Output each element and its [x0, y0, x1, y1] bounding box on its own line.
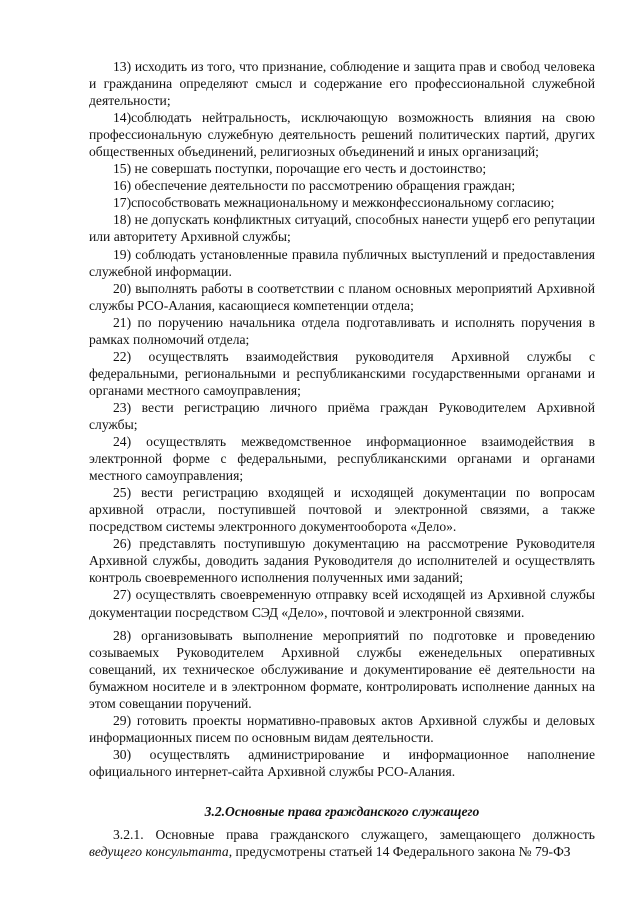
list-item-16: 16) обеспечение деятельности по рассмотрению обращения граждан;: [113, 178, 516, 194]
list-item-19: 19) соблюдать установленные правила публичных выступлений и предоставления служебной информации.: [89, 246, 595, 279]
list-item-23: 23) вести регистрацию личного приёма граждан Руководителем Архивной службы;: [89, 399, 595, 432]
subsection-paragraph: [89, 826, 595, 860]
list-item-27: 27) осуществлять своевременную отправку всей исходящей из Архивной службы документации посредством СЭД «Дело», почтовой и электронной связями.: [89, 587, 595, 620]
document-body: [89, 58, 595, 860]
section-title: 3.2.Основные права гражданского служащего: [204, 803, 480, 819]
list-item-20: 20) выполнять работы в соответствии с планом основных мероприятий Архивной службы РСО-Алания, касающиеся компетенции отдела;: [89, 280, 595, 313]
list-item-30: 30) осуществлять администрирование и информационное наполнение официального интернет-сайта Архивной службы РСО-Алания.: [89, 746, 595, 779]
list-item-25: 25) вести регистрацию входящей и исходящей документации по вопросам архивной отрасли, поступившей почтовой и электронной связями, а также посредством системы электронного документооборота «Дело».: [89, 485, 595, 535]
list-item-22: 22) осуществлять взаимодействия руководителя Архивной службы с федеральными, региональными и республиканскими государственными органами и органами местного самоуправления;: [89, 348, 595, 398]
list-item-21: 21) по поручению начальника отдела подготавливать и исполнять поручения в рамках полномочий отдела;: [89, 314, 595, 347]
list-item-15: 15) не совершать поступки, порочащие его честь и достоинство;: [113, 161, 487, 177]
subsection-suffix: , предусмотрены статьей 14 Федерального закона № 79-ФЗ: [228, 844, 571, 860]
list-item-17: 17)способствовать межнациональному и межконфессиональному согласию;: [113, 195, 555, 211]
list-item-13: 13) исходить из того, что признание, соблюдение и защита прав и свобод человека и гражданина определяют смысл и содержание его профессиональной служебной деятельности;: [89, 59, 595, 109]
list-item-29: 29) готовить проекты нормативно-правовых актов Архивной службы и деловых информационных писем по основным видам деятельности.: [89, 712, 595, 745]
list-item-28: 28) организовывать выполнение мероприятий по подготовке и проведению созываемых Руководителем Архивной службы еженедельных оперативных совещаний, их техническое обслуживание и документирование её деятельности на бумажном носителе и в электронном формате, контролировать исполнение данных на этом совещании поручений.: [89, 627, 595, 711]
list-item-24: 24) осуществлять межведомственное информационное взаимодействия в электронной форме с федеральными, республиканскими органами и органами местного самоуправления;: [89, 434, 595, 484]
list-item-14: 14)соблюдать нейтральность, исключающую возможность влияния на свою профессиональную служебную деятельность решений политических партий, других общественных объединений, религиозных объединений и иных организаций;: [89, 110, 595, 160]
subsection-prefix: 3.2.1. Основные права гражданского служащего, замещающего должность: [113, 827, 595, 843]
subsection-position: ведущего консультанта: [89, 844, 229, 860]
list-item-18: 18) не допускать конфликтных ситуаций, способных нанести ущерб его репутации или авторитету Архивной службы;: [89, 212, 595, 245]
list-item-26: 26) представлять поступившую документацию на рассмотрение Руководителя Архивной службы, доводить задания Руководителя до исполнителей и осуществлять контроль своевременного исполнения полученных ими заданий;: [89, 536, 595, 586]
